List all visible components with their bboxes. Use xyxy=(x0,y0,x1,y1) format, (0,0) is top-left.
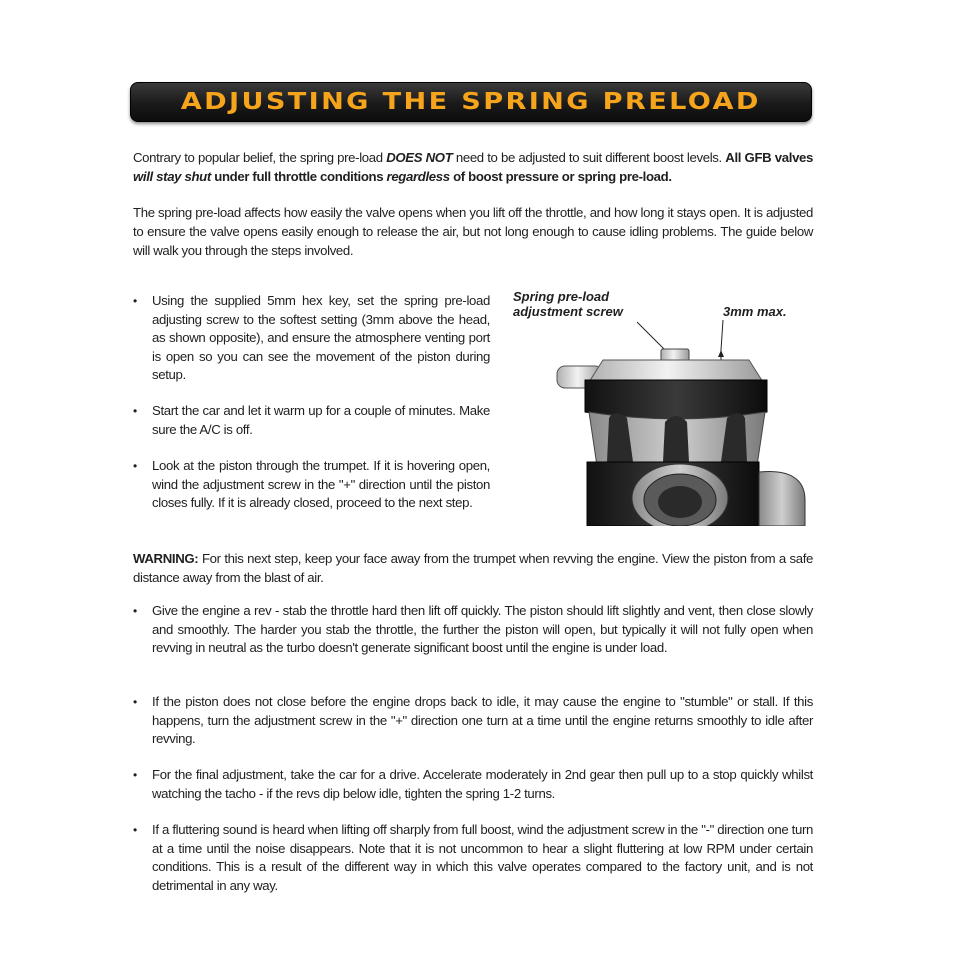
list-item xyxy=(133,292,490,385)
max-height-label: 3mm max. xyxy=(723,304,787,319)
list-item xyxy=(133,693,813,749)
dimension-arrow-up xyxy=(718,350,724,357)
bullet-marker: • xyxy=(133,695,137,709)
intro-emphasis-regardless: regardless xyxy=(386,169,450,184)
intro-paragraph xyxy=(133,148,813,186)
list-item-text: Look at the piston through the trumpet. If it is hovering open, wind the adjustment screw in the "+" direction until the piston closes fully. If it is already closed, proceed to the next step. xyxy=(152,458,490,510)
intro-emphasis-stay-shut: will stay shut xyxy=(133,169,211,184)
valve-cap xyxy=(589,360,763,382)
list-item-text: Give the engine a rev - stab the throttle hard then lift off quickly. The piston should lift slightly and vent, then close slowly and smoothly. The harder you stab the throttle, the further the piston will open, but typically it will not fully open when revving in neutral as the turbo doesn't generate significant boost until the engine is under load. xyxy=(152,603,813,655)
list-item-text: If the piston does not close before the engine drops back to idle, it may cause the engine to "stumble" or stall. If this happens, turn the adjustment screw in the "+" direction one turn at a time until the engine returns smoothly to idle after revving. xyxy=(152,694,813,746)
screw-leader-line xyxy=(637,322,665,350)
warning-label: WARNING: xyxy=(133,551,199,566)
bullet-marker: • xyxy=(133,294,137,308)
bullet-marker: • xyxy=(133,823,137,837)
list-item-text: Using the supplied 5mm hex key, set the spring pre-load adjusting screw to the softest setting (3mm above the head, as shown opposite), and ensure the atmosphere venting port is open so you can see the movement of the piston during setup. xyxy=(152,293,490,382)
list-item-text: Start the car and let it warm up for a couple of minutes. Make sure the A/C is off. xyxy=(152,403,490,437)
intro-text-6: under full throttle conditions xyxy=(210,169,387,184)
intro-text-1: Contrary to popular belief, the spring pre-load xyxy=(133,150,387,165)
adjustment-screw-label: Spring pre-load adjustment screw xyxy=(513,289,623,319)
valve-diagram xyxy=(505,286,810,526)
section-banner xyxy=(130,82,812,122)
bullet-marker: • xyxy=(133,459,137,473)
list-item-text: For the final adjustment, take the car for a drive. Accelerate moderately in 2nd gear then pull up to a stop quickly whilst watching the tacho - if the revs dip below idle, tighten the spring 1-2 turns. xyxy=(152,767,813,801)
bullet-marker: • xyxy=(133,768,137,782)
bullet-marker: • xyxy=(133,404,137,418)
intro-text-3: need to be adjusted to suit different boost levels. xyxy=(452,150,726,165)
list-item xyxy=(133,457,490,513)
valve-drawing xyxy=(505,286,810,526)
list-item xyxy=(133,602,813,658)
list-item xyxy=(133,402,490,439)
trumpet-throat xyxy=(658,486,702,518)
fin-center xyxy=(663,416,689,462)
max-leader-line xyxy=(721,320,723,350)
warning-paragraph xyxy=(133,549,813,587)
warning-text: For this next step, keep your face away from the trumpet when revving the engine. View the piston from a safe distance away from the blast of air. xyxy=(133,551,813,585)
side-outlet xyxy=(759,472,805,526)
intro-text-8: of boost pressure or spring pre-load. xyxy=(449,169,672,184)
list-item-text: If a fluttering sound is heard when lifting off sharply from full boost, wind the adjustment screw in the "-" direction one turn at a time until the noise disappears. Note that it is not uncommon to hear a slight fluttering at low RPM under certain conditions. This is a result of the different way in which this valve operates compared to the factory unit, and is not detrimental in any way. xyxy=(152,822,813,893)
preload-description-paragraph: The spring pre-load affects how easily the valve opens when you lift off the throttle, and how long it stays open. It is adjusted to ensure the valve opens easily enough to release the air, but not long enough to cause idling problems. The guide below will walk you through the steps involved. xyxy=(133,205,813,258)
intro-text-4: All GFB valves xyxy=(725,150,814,165)
bullet-marker: • xyxy=(133,604,137,618)
valve-upper-body xyxy=(585,380,767,419)
list-item xyxy=(133,821,813,895)
intro-emphasis-does-not: DOES NOT xyxy=(386,150,453,165)
list-item xyxy=(133,766,813,803)
section-title: ADJUSTING THE SPRING PRELOAD xyxy=(181,89,761,115)
